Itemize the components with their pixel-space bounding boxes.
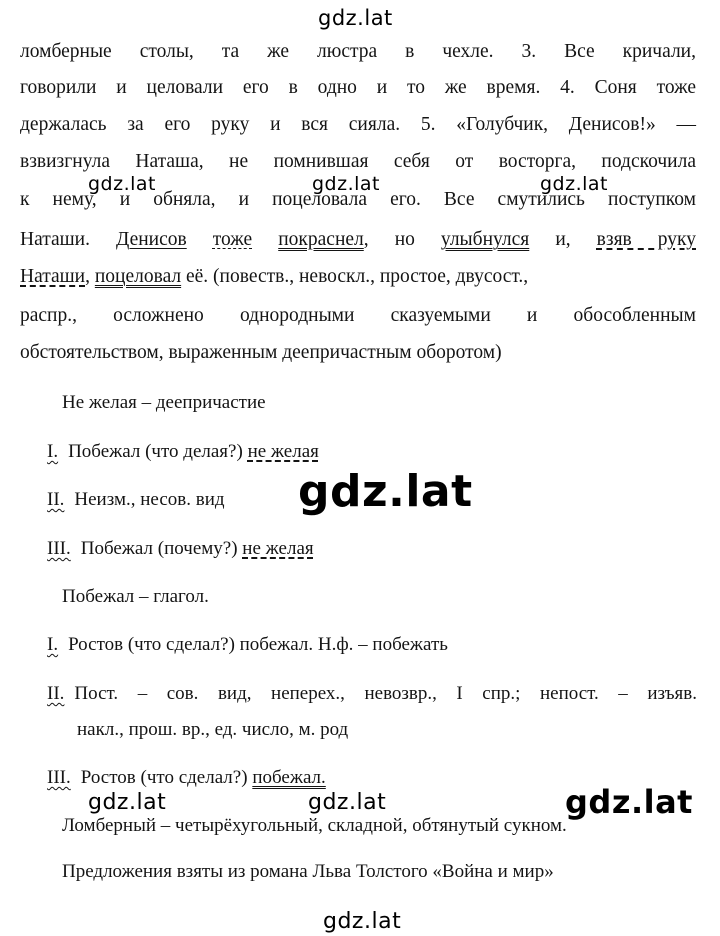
roman-numeral: III.: [47, 767, 71, 788]
paragraph-line-8: распр., осложнено однородными сказуемыми и обособленным: [20, 305, 696, 326]
watermark-big-center: gdz.lat: [298, 466, 473, 517]
participle-phrase-underlined: взяв руку: [596, 229, 696, 250]
text-fragment: Пост. – сов. вид, неперех., невозвр., I спр.; непост. – изъяв.: [74, 683, 697, 704]
watermark-mid-center: gdz.lat: [312, 173, 381, 195]
gerund-underlined: не желая: [247, 441, 319, 462]
adverb-underlined: тоже: [212, 229, 253, 250]
watermark-low-right: gdz.lat: [565, 783, 693, 821]
text-fragment: Неизм., несов. вид: [74, 489, 225, 510]
text-fragment: и,: [555, 229, 571, 250]
text-fragment: Наташи.: [20, 229, 90, 250]
watermark-top: gdz.lat: [318, 6, 393, 30]
subject-underlined: Денисов: [116, 229, 187, 250]
paragraph-line-9: обстоятельством, выраженным деепричастным оборотом): [20, 342, 502, 363]
roman-numeral: III.: [47, 538, 71, 559]
text-fragment: Побежал (что делая?): [68, 441, 243, 462]
text-fragment: Ростов (что сделал?) побежал. Н.ф. – побежать: [68, 634, 448, 655]
analysis-item-5: [47, 683, 697, 705]
analysis-item-1: [47, 441, 319, 463]
analysis-item-2: [47, 489, 225, 511]
source-line: Предложения взяты из романа Льва Толстого «Война и мир»: [62, 861, 554, 882]
paragraph-line-7: [20, 266, 696, 288]
text-fragment: Ростов (что сделал?): [80, 767, 248, 788]
paragraph-line-2: говорили и целовали его в одно и то же время. 4. Соня тоже: [20, 77, 696, 98]
analysis-item-3: [47, 538, 314, 560]
gerund-underlined: не желая: [242, 538, 314, 559]
predicate-underlined: поцеловал: [94, 266, 182, 287]
watermark-mid-left: gdz.lat: [88, 173, 157, 195]
roman-numeral: II.: [47, 489, 65, 510]
watermark-low-left: gdz.lat: [88, 790, 167, 815]
analysis-heading-verb: Побежал – глагол.: [62, 586, 209, 607]
text-fragment: Побежал (почему?): [80, 538, 238, 559]
analysis-heading-gerund: Не желая – деепричастие: [62, 392, 266, 413]
roman-numeral: II.: [47, 683, 65, 704]
predicate-underlined: побежал.: [252, 767, 326, 788]
predicate-underlined: покраснел: [278, 229, 364, 250]
analysis-item-4: [47, 634, 448, 656]
watermark-bottom: gdz.lat: [323, 909, 402, 934]
analysis-item-6: [47, 767, 326, 789]
paragraph-line-4: взвизгнула Наташа, не помнившая себя от восторга, подскочила: [20, 151, 696, 172]
text-fragment: , но: [363, 229, 415, 250]
definition-line: Ломберный – четырёхугольный, складной, обтянутый сукном.: [62, 815, 567, 836]
roman-numeral: I.: [47, 634, 59, 655]
text-fragment: ,: [85, 266, 90, 287]
paragraph-line-6: [20, 229, 696, 251]
watermark-low-center: gdz.lat: [308, 790, 387, 815]
paragraph-line-1: ломберные столы, та же люстра в чехле. 3. Все кричали,: [20, 41, 696, 62]
paragraph-line-5: к нему, и обняла, и поцеловала его. Все смутились поступком: [20, 189, 696, 210]
analysis-item-5-continued: накл., прош. вр., ед. число, м. род: [77, 719, 349, 740]
participle-phrase-underlined: Наташи: [20, 266, 86, 287]
roman-numeral: I.: [47, 441, 59, 462]
predicate-underlined: улыбнулся: [440, 229, 530, 250]
paragraph-line-3: держалась за его руку и вся сияла. 5. «Голубчик, Денисов!» —: [20, 114, 696, 135]
watermark-mid-right: gdz.lat: [540, 173, 609, 195]
text-fragment: её. (повеств., невоскл., простое, двусост.,: [186, 266, 529, 287]
